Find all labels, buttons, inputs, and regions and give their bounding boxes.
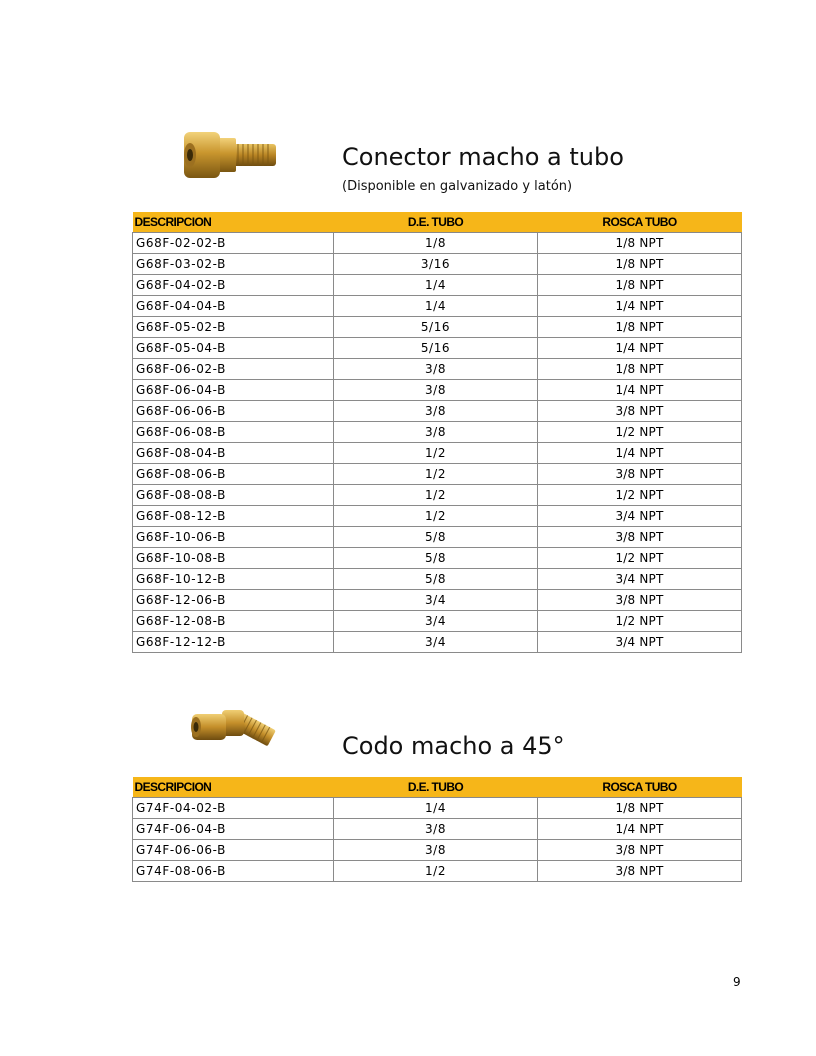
table-row xyxy=(133,632,742,653)
de-tubo-cell: 5/16 xyxy=(334,317,538,338)
rosca-tubo-cell: 1/8 NPT xyxy=(538,233,742,254)
table-row xyxy=(133,611,742,632)
rosca-tubo-cell: 3/4 NPT xyxy=(538,569,742,590)
codo-spec-table xyxy=(132,777,742,882)
column-header-descripcion: DESCRIPCION xyxy=(133,777,334,798)
descripcion-cell: G68F-05-04-B xyxy=(133,338,334,359)
rosca-tubo-cell: 3/8 NPT xyxy=(538,464,742,485)
de-tubo-cell: 3/8 xyxy=(334,359,538,380)
de-tubo-cell: 5/8 xyxy=(334,569,538,590)
column-header-rosca-tubo: ROSCA TUBO xyxy=(538,777,742,798)
rosca-tubo-cell: 3/8 NPT xyxy=(538,527,742,548)
rosca-tubo-cell: 3/8 NPT xyxy=(538,590,742,611)
de-tubo-cell: 1/2 xyxy=(334,861,538,882)
table-row xyxy=(133,569,742,590)
rosca-tubo-cell: 1/8 NPT xyxy=(538,275,742,296)
descripcion-cell: G68F-03-02-B xyxy=(133,254,334,275)
de-tubo-cell: 3/16 xyxy=(334,254,538,275)
de-tubo-cell: 5/16 xyxy=(334,338,538,359)
rosca-tubo-cell: 1/2 NPT xyxy=(538,548,742,569)
descripcion-cell: G68F-10-12-B xyxy=(133,569,334,590)
table-row xyxy=(133,443,742,464)
de-tubo-cell: 3/8 xyxy=(334,840,538,861)
de-tubo-cell: 1/2 xyxy=(334,464,538,485)
rosca-tubo-cell: 3/8 NPT xyxy=(538,401,742,422)
table-row xyxy=(133,527,742,548)
de-tubo-cell: 1/4 xyxy=(334,798,538,819)
descripcion-cell: G68F-06-02-B xyxy=(133,359,334,380)
rosca-tubo-cell: 1/8 NPT xyxy=(538,317,742,338)
de-tubo-cell: 3/8 xyxy=(334,819,538,840)
descripcion-cell: G68F-12-12-B xyxy=(133,632,334,653)
table-row xyxy=(133,401,742,422)
rosca-tubo-cell: 1/2 NPT xyxy=(538,485,742,506)
table-header-row xyxy=(133,777,742,798)
table-row xyxy=(133,254,742,275)
descripcion-cell: G74F-06-04-B xyxy=(133,819,334,840)
table-row xyxy=(133,422,742,443)
descripcion-cell: G68F-05-02-B xyxy=(133,317,334,338)
de-tubo-cell: 5/8 xyxy=(334,527,538,548)
table-row xyxy=(133,317,742,338)
section-title-conector: Conector macho a tubo xyxy=(342,143,624,171)
rosca-tubo-cell: 3/8 NPT xyxy=(538,840,742,861)
table-row xyxy=(133,819,742,840)
table-row xyxy=(133,464,742,485)
table-row xyxy=(133,548,742,569)
de-tubo-cell: 5/8 xyxy=(334,548,538,569)
rosca-tubo-cell: 1/2 NPT xyxy=(538,422,742,443)
descripcion-cell: G68F-08-12-B xyxy=(133,506,334,527)
rosca-tubo-cell: 1/2 NPT xyxy=(538,611,742,632)
descripcion-cell: G68F-06-06-B xyxy=(133,401,334,422)
rosca-tubo-cell: 1/8 NPT xyxy=(538,798,742,819)
de-tubo-cell: 1/8 xyxy=(334,233,538,254)
rosca-tubo-cell: 3/8 NPT xyxy=(538,861,742,882)
elbow-fitting-image xyxy=(186,700,282,750)
descripcion-cell: G68F-08-08-B xyxy=(133,485,334,506)
rosca-tubo-cell: 3/4 NPT xyxy=(538,632,742,653)
table-row xyxy=(133,840,742,861)
descripcion-cell: G68F-06-04-B xyxy=(133,380,334,401)
descripcion-cell: G68F-10-06-B xyxy=(133,527,334,548)
descripcion-cell: G68F-04-04-B xyxy=(133,296,334,317)
table-row xyxy=(133,359,742,380)
descripcion-cell: G68F-08-06-B xyxy=(133,464,334,485)
descripcion-cell: G68F-10-08-B xyxy=(133,548,334,569)
descripcion-cell: G74F-08-06-B xyxy=(133,861,334,882)
conector-table-body xyxy=(133,233,742,653)
connector-fitting-image xyxy=(176,126,280,184)
table-row xyxy=(133,338,742,359)
de-tubo-cell: 1/2 xyxy=(334,485,538,506)
column-header-de-tubo: D.E. TUBO xyxy=(334,777,538,798)
codo-table-body xyxy=(133,798,742,882)
descripcion-cell: G68F-02-02-B xyxy=(133,233,334,254)
de-tubo-cell: 1/2 xyxy=(334,506,538,527)
rosca-tubo-cell: 3/4 NPT xyxy=(538,506,742,527)
descripcion-cell: G68F-12-06-B xyxy=(133,590,334,611)
rosca-tubo-cell: 1/4 NPT xyxy=(538,296,742,317)
de-tubo-cell: 1/4 xyxy=(334,296,538,317)
descripcion-cell: G74F-06-06-B xyxy=(133,840,334,861)
de-tubo-cell: 3/8 xyxy=(334,380,538,401)
table-row xyxy=(133,296,742,317)
table-row xyxy=(133,506,742,527)
conector-spec-table xyxy=(132,212,742,653)
de-tubo-cell: 3/4 xyxy=(334,611,538,632)
de-tubo-cell: 3/4 xyxy=(334,590,538,611)
descripcion-cell: G68F-04-02-B xyxy=(133,275,334,296)
descripcion-cell: G68F-08-04-B xyxy=(133,443,334,464)
descripcion-cell: G74F-04-02-B xyxy=(133,798,334,819)
rosca-tubo-cell: 1/8 NPT xyxy=(538,254,742,275)
table-row xyxy=(133,485,742,506)
de-tubo-cell: 1/2 xyxy=(334,443,538,464)
section-title-codo: Codo macho a 45° xyxy=(342,732,565,760)
de-tubo-cell: 3/8 xyxy=(334,401,538,422)
table-row xyxy=(133,861,742,882)
rosca-tubo-cell: 1/8 NPT xyxy=(538,359,742,380)
column-header-descripcion: DESCRIPCION xyxy=(133,212,334,233)
rosca-tubo-cell: 1/4 NPT xyxy=(538,443,742,464)
table-row xyxy=(133,380,742,401)
de-tubo-cell: 3/4 xyxy=(334,632,538,653)
column-header-rosca-tubo: ROSCA TUBO xyxy=(538,212,742,233)
de-tubo-cell: 1/4 xyxy=(334,275,538,296)
rosca-tubo-cell: 1/4 NPT xyxy=(538,338,742,359)
table-row xyxy=(133,275,742,296)
column-header-de-tubo: D.E. TUBO xyxy=(334,212,538,233)
table-header-row xyxy=(133,212,742,233)
table-row xyxy=(133,590,742,611)
table-row xyxy=(133,233,742,254)
section-subtitle-availability: (Disponible en galvanizado y latón) xyxy=(342,179,573,194)
rosca-tubo-cell: 1/4 NPT xyxy=(538,380,742,401)
de-tubo-cell: 3/8 xyxy=(334,422,538,443)
page-number: 9 xyxy=(733,975,741,989)
rosca-tubo-cell: 1/4 NPT xyxy=(538,819,742,840)
descripcion-cell: G68F-06-08-B xyxy=(133,422,334,443)
descripcion-cell: G68F-12-08-B xyxy=(133,611,334,632)
table-row xyxy=(133,798,742,819)
